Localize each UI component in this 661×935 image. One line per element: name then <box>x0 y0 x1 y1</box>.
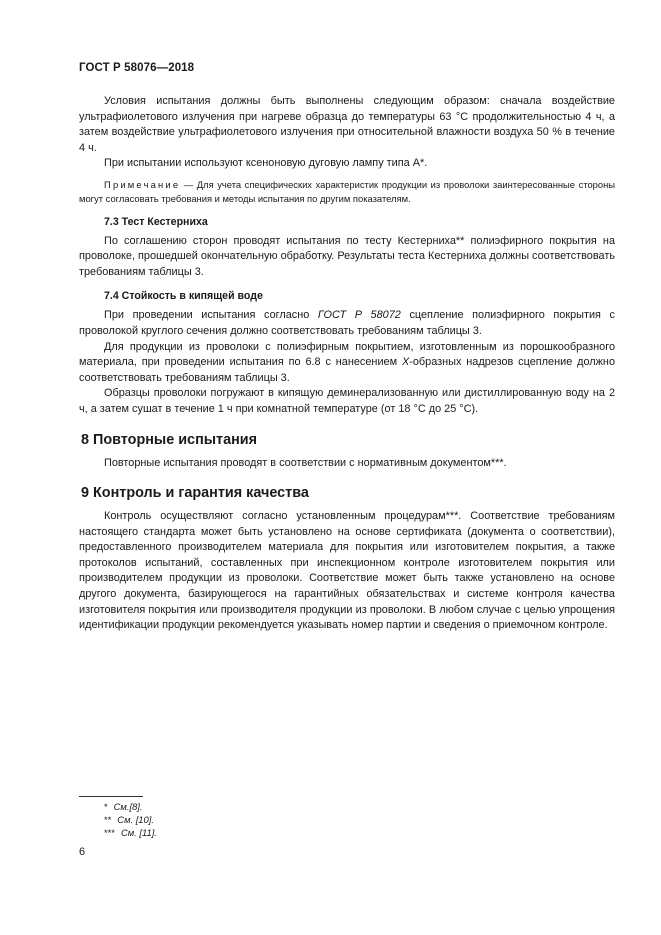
note <box>79 178 615 206</box>
section-heading-9: 9 Контроль и гарантия качества <box>81 485 309 502</box>
paragraph <box>79 308 615 339</box>
paragraph: Образцы проволоки погружают в кипящую деминерализованную или дистиллированную воду на 2 ч, а затем сушат в течение 1 ч при комнатной температуре (от 18 °С до 25 °С). <box>79 387 615 415</box>
paragraph: Условия испытания должны быть выполнены следующим образом: сначала воздействие ультрафиолетового излучения при нагреве образца до температуры 63 °С продолжительностью 4 ч, а затем воздействие ультрафиолетового излучения при относительной влажности воздуха 50 % в течение 4 ч. <box>79 95 615 154</box>
text-run: Для продукции из проволоки с полиэфирным покрытием, изготовленным из порошкообразного материала, при проведении испытания по 6.8 с нанесением <box>79 340 615 369</box>
footnote-item <box>104 800 157 813</box>
section-heading-7-3: 7.3 Тест Кестерниха <box>104 215 208 228</box>
footnote-mark: * <box>104 801 108 812</box>
footnote-mark: ** <box>104 814 112 825</box>
text-run: При проведении испытания согласно <box>104 309 318 322</box>
footnote-item <box>104 813 157 826</box>
footnote-item <box>104 826 157 839</box>
italic-letter: Х <box>401 356 410 369</box>
note-text: — Для учета специфических характеристик продукции из проволоки заинтересованные стороны могут согласовать требования и методы испытания по другим показателям. <box>79 178 615 204</box>
text-run: сцепление полиэфирного покрытия с проволокой круглого сечения должно соответствовать требованиям таблицы 3. <box>79 309 615 337</box>
footnote-mark: *** <box>104 827 115 838</box>
footnote-text: См. [10]. <box>117 814 154 825</box>
paragraph: По соглашению сторон проводят испытания по тесту Кестерниха** полиэфирного покрытия на проволоке, прошедшей окончательную обработку. Результаты теста Кестерниха должны соответствовать требованиям таблицы 3. <box>79 234 615 278</box>
page-number: 6 <box>79 846 86 858</box>
standard-reference: ГОСТ Р 58072 <box>317 309 401 322</box>
paragraph: Повторные испытания проводят в соответствии с нормативным документом***. <box>104 456 507 469</box>
section-heading-8: 8 Повторные испытания <box>81 431 258 448</box>
paragraph <box>79 340 615 387</box>
paragraph: Контроль осуществляют согласно установленным процедурам***. Соответствие требованиям настоящего стандарта может быть установлено на основе сертификата (документа о соответствии), предоставленного производителем материала для покрытия или изготовителем покрытия, а также протоколов испытаний, составленных при инспекционном контроле изготовителем покрытия или производителем продукции из проволоки. Соответствие может быть также установлено на основе другого документа, базирующегося на гарантийных обязательствах и системе контроля качества изготовителя покрытия или производителя продукции из проволоки. В любом случае с целью упрощения идентификации продукции рекомендуется указывать номер партии и сведения о приемочном контроле. <box>79 510 615 632</box>
paragraph: При испытании используют ксеноновую дуговую лампу типа А*. <box>104 157 428 170</box>
page-content <box>79 94 615 634</box>
footnote-text: См.[8]. <box>113 801 143 812</box>
footnote-text: См. [11]. <box>120 827 157 838</box>
section-heading-7-4: 7.4 Стойкость в кипящей воде <box>104 290 263 303</box>
footnote-divider <box>79 796 143 797</box>
note-label: Примечание <box>104 178 181 190</box>
standard-header: ГОСТ Р 58076—2018 <box>79 62 195 74</box>
text-run: -образных надрезов сцепление должно соответствовать требованиям таблицы 3. <box>79 356 616 384</box>
footnotes <box>104 800 157 839</box>
